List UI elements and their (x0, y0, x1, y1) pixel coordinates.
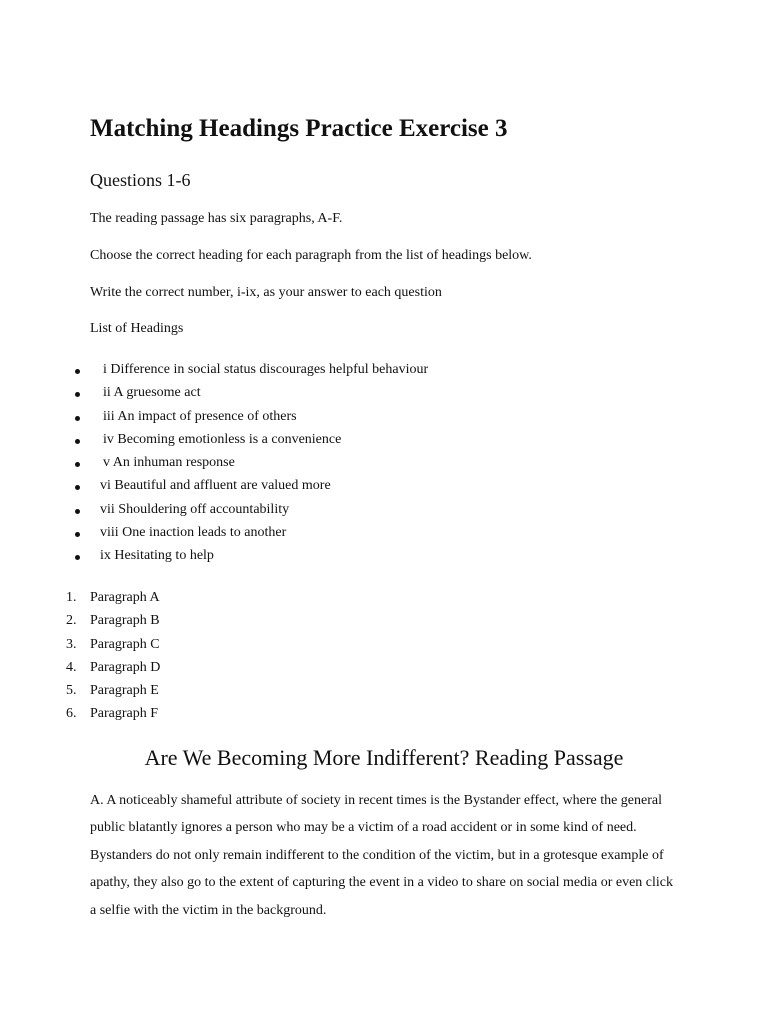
bullet-icon (75, 509, 80, 514)
passage-title: Are We Becoming More Indifferent? Reading Passage (144, 745, 624, 770)
question-number: 2. (66, 613, 77, 629)
bullet-icon (75, 439, 80, 444)
bullet-icon (75, 532, 80, 537)
question-number: 1. (66, 590, 77, 605)
question-label: Paragraph E (90, 683, 159, 699)
bullet-icon (75, 392, 80, 397)
question-number: 6. (66, 706, 77, 722)
heading-text: v An inhuman response (103, 455, 235, 471)
questions-heading: Questions 1-6 (90, 170, 191, 190)
question-label: Paragraph F (90, 706, 159, 722)
instruction-write-number: Write the correct number, i-ix, as your answer to each question (90, 285, 442, 300)
question-label: Paragraph C (90, 636, 160, 652)
heading-text: i Difference in social status discourages helpful behaviour (103, 362, 429, 377)
question-number: 5. (66, 683, 77, 699)
question-number: 4. (66, 659, 77, 675)
bullet-icon (75, 416, 80, 421)
instruction-paragraph-count: The reading passage has six paragraphs, A-F. (90, 211, 343, 226)
bullet-icon (75, 462, 80, 467)
heading-text: ii A gruesome act (103, 385, 201, 401)
heading-text: viii One inaction leads to another (100, 525, 287, 541)
bullet-icon (75, 485, 80, 490)
question-label: Paragraph B (90, 613, 160, 629)
heading-text: vii Shouldering off accountability (100, 501, 290, 517)
question-number: 3. (66, 636, 77, 652)
passage-paragraph-a: A. A noticeably shameful attribute of society in recent times is the Bystander effect, where the general public blatantly ignores a person who may be a victim of a road accident or in some kind of need. Bystanders do not only remain indifferent to the condition of the victim, but in a grotesque example of apathy, they also go to the extent of capturing the event in a video to share on social media or even click a selfie with the victim in the background. (90, 793, 674, 918)
bullet-icon (75, 555, 80, 560)
question-label: Paragraph A (90, 590, 160, 605)
heading-text: iii An impact of presence of others (103, 408, 297, 424)
heading-text: iv Becoming emotionless is a convenience (103, 431, 342, 447)
list-of-headings-label: List of Headings (90, 321, 184, 336)
bullet-icon (75, 369, 80, 374)
heading-text: ix Hesitating to help (100, 548, 214, 564)
page-title: Matching Headings Practice Exercise 3 (90, 115, 508, 142)
heading-text: vi Beautiful and affluent are valued more (100, 478, 331, 494)
instruction-choose-heading: Choose the correct heading for each paragraph from the list of headings below. (90, 248, 532, 263)
question-label: Paragraph D (90, 659, 161, 675)
